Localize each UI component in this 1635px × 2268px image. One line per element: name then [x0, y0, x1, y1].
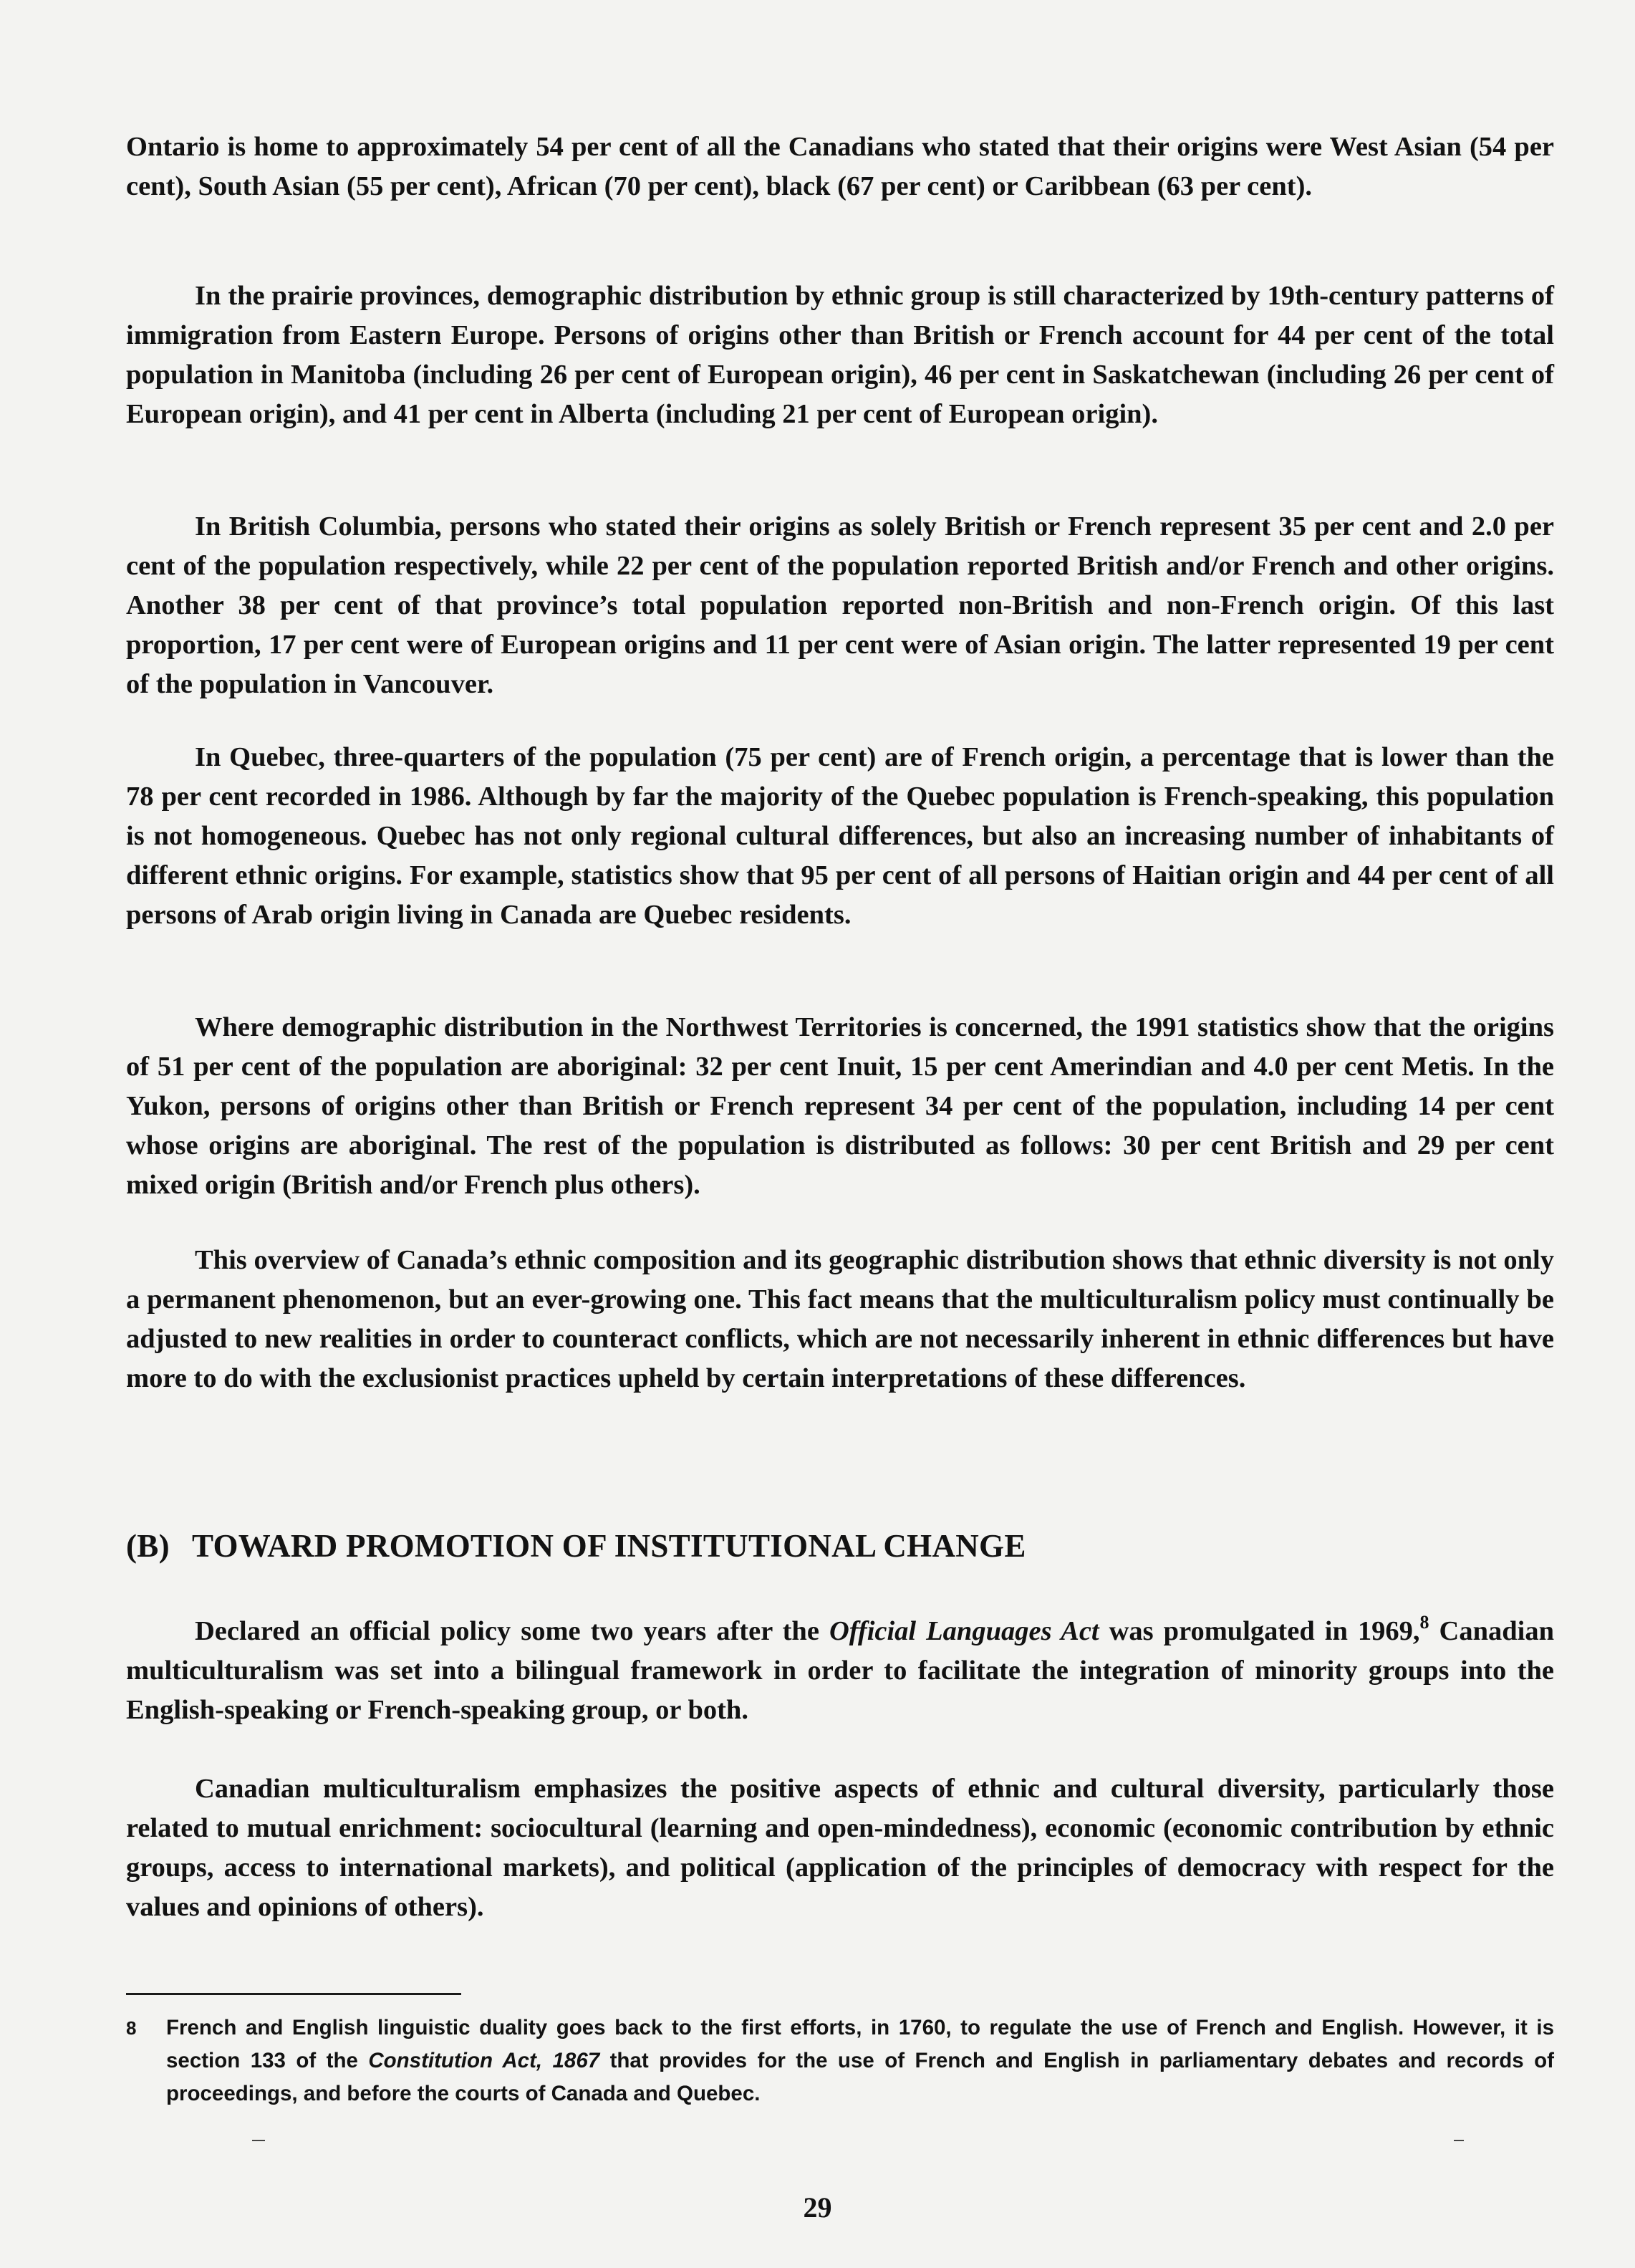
official-languages-act: Official Languages Act	[829, 1616, 1099, 1646]
constitution-act: Constitution Act, 1867	[368, 2049, 600, 2072]
paragraph-quebec: In Quebec, three-quarters of the population (75 per cent) are of French origin, a percentage that is lower than the 78 per cent recorded in 1986. Although by far the majority of the Quebec population is French-speaking, this population is not homogeneous. Quebec has not only regional cultural differences, but also an increasing number of inhabitants of different ethnic origins. For example, statistics show that 95 per cent of all persons of Haitian origin and 44 per cent of all persons of Arab origin living in Canada are Quebec residents.	[126, 742, 1554, 930]
paragraph-ontario: Ontario is home to approximately 54 per cent of all the Canadians who stated that their origins were West Asian (54 per cent), South Asian (55 per cent), African (70 per cent), black (67 per cent) or Caribbean (63 per cent).	[126, 132, 1554, 201]
paragraph-british-columbia: In British Columbia, persons who stated their origins as solely British or French represent 35 per cent and 2.0 per cent of the population respectively, while 22 per cent of the population reported British and/or French and other origins. Another 38 per cent of that province’s total population reported non-British and non-French origin. Of this last proportion, 17 per cent were of European origins and 11 per cent were of Asian origin. The latter represented 19 per cent of the population in Vancouver.	[126, 511, 1554, 699]
paragraph-prairie-provinces: In the prairie provinces, demographic distribution by ethnic group is still characterized by 19th-century patterns of immigration from Eastern Europe. Persons of origins other than British or French account for 44 per cent of the total population in Manitoba (including 26 per cent of European origin), 46 per cent in Saskatchewan (including 26 per cent of European origin), and 41 per cent in Alberta (including 21 per cent of European origin).	[126, 281, 1554, 429]
footnote-8	[126, 2012, 1554, 2110]
footnote-text	[126, 2012, 1554, 2110]
footnote-mark: 8	[126, 2017, 137, 2039]
p7-text-rest: Canadian multiculturalism was set into a bilingual framework in order to facilitate the integration of minority groups into the English-speaking or French-speaking group, or both.	[126, 1616, 1555, 1725]
p7-text-after: was promulgated in 1969,	[1099, 1616, 1420, 1646]
footnote-reference: 8	[1419, 1612, 1429, 1633]
footnote-divider	[126, 1993, 461, 1995]
footnote-text-before: French and English linguistic duality goes back to the first efforts, in 1760, to regulate the use of French and English. However, it is section 133 of the	[166, 2016, 1554, 2072]
page-number: 29	[803, 2191, 832, 2224]
paragraph-overview: This overview of Canada’s ethnic composition and its geographic distribution shows that ethnic diversity is not only a permanent phenomenon, but an ever-growing one. This fact means that the multiculturalism policy must continually be adjusted to new realities in order to counteract conflicts, which are not necessarily inherent in ethnic differences but have more to do with the exclusionist practices upheld by certain interpretations of these differences.	[126, 1245, 1554, 1393]
scan-mark-left	[252, 2140, 265, 2141]
paragraph-northwest-territories: Where demographic distribution in the Northwest Territories is concerned, the 1991 statistics show that the origins of 51 per cent of the population are aboriginal: 32 per cent Inuit, 15 per cent Amerindian and 4.0 per cent Metis. In the Yukon, persons of origins other than British or French represent 34 per cent of the population, including 14 per cent whose origins are aboriginal. The rest of the population is distributed as follows: 30 per cent British and 29 per cent mixed origin (British and/or French plus others).	[126, 1012, 1554, 1200]
section-number: (B)	[126, 1528, 170, 1564]
section-title: TOWARD PROMOTION OF INSTITUTIONAL CHANGE	[192, 1528, 1026, 1564]
footnote-text-after: that provides for the use of French and English in parliamentary debates and records of proceedings, and before the courts of Canada and Quebec.	[166, 2049, 1554, 2105]
p7-text-before: Declared an official policy some two years after the	[195, 1616, 829, 1646]
paragraph-official-policy	[126, 1612, 1554, 1730]
paragraph-multiculturalism-aspects: Canadian multiculturalism emphasizes the positive aspects of ethnic and cultural diversity, particularly those related to mutual enrichment: sociocultural (learning and open-mindedness), economic (economic contribution by ethnic groups, access to international markets), and political (application of the principles of democracy with respect for the values and opinions of others).	[126, 1774, 1554, 1922]
section-heading	[126, 1524, 1026, 1567]
scan-mark-right	[1454, 2140, 1464, 2141]
